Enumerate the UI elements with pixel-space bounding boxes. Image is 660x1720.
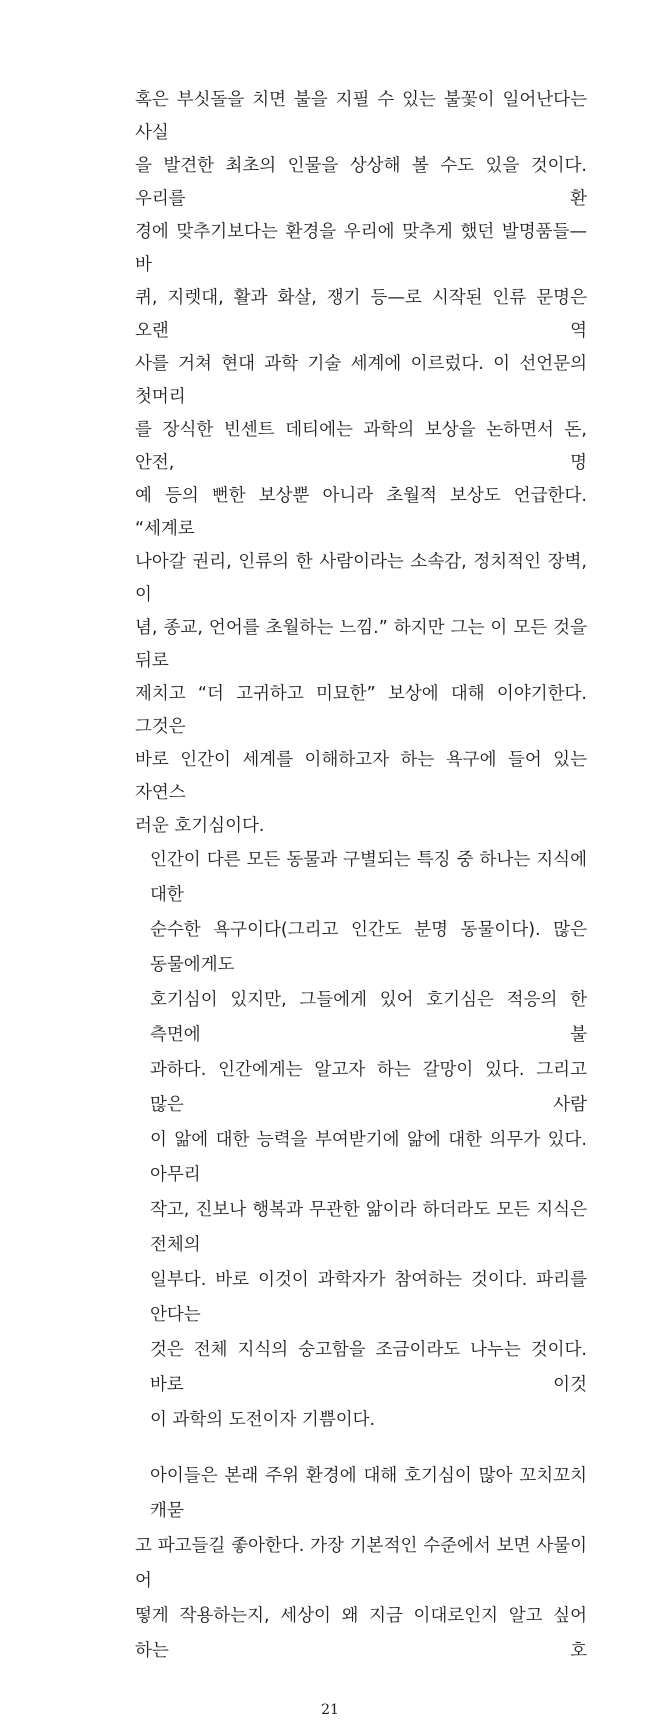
text-line: 를 장식한 빈센트 데티에는 과학의 보상을 논하면서 돈, 안전, 명 [135,420,587,473]
text-line: 떻게 작용하는지, 세상이 왜 지금 이대로인지 알고 싶어 하는 호 [135,1606,587,1661]
text-line: 나아갈 권리, 인류의 한 사람이라는 소속감, 정치적인 장벽, 이 [135,552,587,605]
text-line: 제치고 “더 고귀하고 미묘한” 보상에 대해 이야기한다. 그것은 [135,684,587,737]
page-number: 21 [321,1702,339,1718]
text-line: 고 파고들길 좋아한다. 가장 기본적인 수준에서 보면 사물이 어 [135,1536,587,1591]
text-line: 을 발견한 최초의 인물을 상상해 볼 수도 있을 것이다. 우리를 환 [135,156,587,209]
text-line: 일부다. 바로 이것이 과학자가 참여하는 것이다. 파리를 안다는 [150,1270,587,1325]
text-line: 바로 인간이 세계를 이해하고자 하는 욕구에 들어 있는 자연스 [135,750,587,803]
text-line: 념, 종교, 언어를 초월하는 느낌.” 하지만 그는 이 모든 것을 뒤로 [135,618,587,671]
text-line: 것은 전체 지식의 숭고함을 조금이라도 나누는 것이다. 바로 이것 [150,1340,587,1395]
text-line: 이 앎에 대한 능력을 부여받기에 앎에 대한 의무가 있다. 아무리 [150,1130,587,1185]
text-line: 사를 거쳐 현대 과학 기술 세계에 이르렀다. 이 선언문의 첫머리 [135,354,587,407]
text-line: 호기심이 있지만, 그들에게 있어 호기심은 적응의 한 측면에 불 [150,990,587,1045]
text-line: 작고, 진보나 행복과 무관한 앎이라 하더라도 모든 지식은 전체의 [150,1200,587,1255]
block-quote [150,843,587,1438]
text-line: 순수한 욕구이다(그리고 인간도 분명 동물이다). 많은 동물에게도 [150,920,587,975]
text-line: 과하다. 인간에게는 알고자 하는 갈망이 있다. 그리고 많은 사람 [150,1060,587,1115]
text-line: 아이들은 본래 주위 환경에 대해 호기심이 많아 꼬치꼬치 캐묻 [150,1466,587,1521]
body-paragraph-1 [135,84,587,843]
text-line: 경에 맞추기보다는 환경을 우리에 맞추게 했던 발명품들—바 [135,222,587,275]
body-paragraph-3 [135,1459,587,1669]
text-line: 인간이 다른 모든 동물과 구별되는 특징 중 하나는 지식에 대한 [150,850,587,905]
text-line: 러운 호기심이다. [135,816,265,836]
text-line: 혹은 부싯돌을 치면 불을 지필 수 있는 불꽃이 일어난다는 사실 [135,90,587,143]
text-line: 이 과학의 도전이자 기쁨이다. [150,1410,376,1430]
text-line: 예 등의 뻔한 보상뿐 아니라 초월적 보상도 언급한다. “세계로 [135,486,587,539]
text-line: 퀴, 지렛대, 활과 화살, 쟁기 등—로 시작된 인류 문명은 오랜 역 [135,288,587,341]
